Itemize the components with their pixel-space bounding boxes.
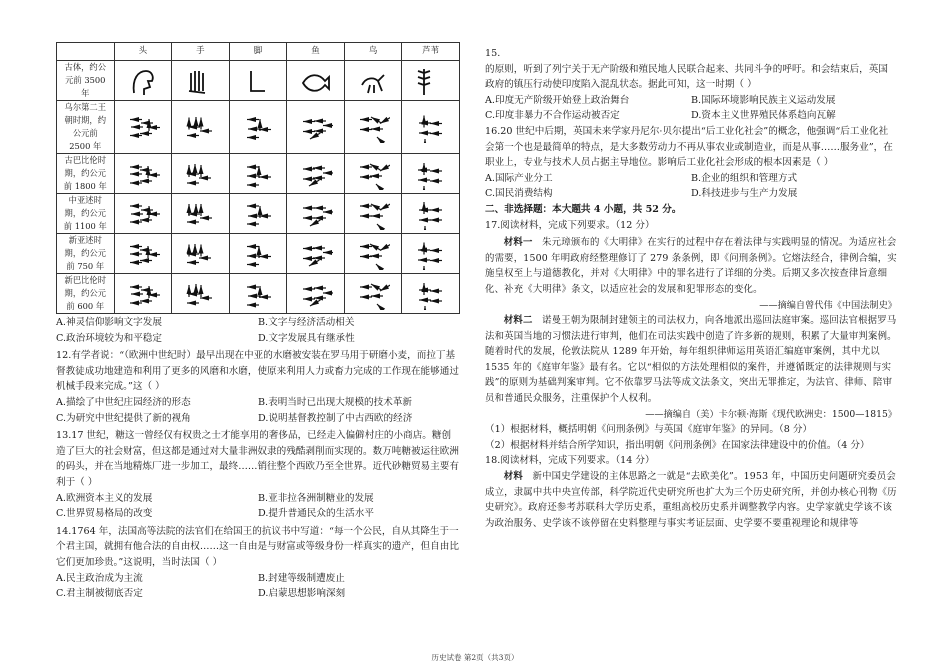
glyph-cell bbox=[402, 274, 460, 314]
q14-options bbox=[56, 571, 460, 602]
header-cell: 手 bbox=[172, 43, 230, 61]
material-2-source: ——摘编自（美）卡尔顿·海斯《现代欧洲史：1500—1815》 bbox=[645, 408, 897, 420]
glyph-cell bbox=[229, 234, 287, 274]
material-text: 诺曼王朝为限制封建领主的司法权力，向各地派出巡回法庭审案。巡回法官根据罗马法和英国当地的习惯法进行审判，他们在司法实践中创造了许多新的规则，积累了大量审判案例。随着时代的发展，伦敦法院从 1289 年开始，每年组织律师运用英语汇编庭审案例，其中尤以 1535 年的《庭审年鉴》最有名。它以“相似的方法处理相似的案件，并遵循既定的法律规则与实践”的原则为基础判案审判。它不依靠罗马法等成文法条文，突出无罪推定，为法官、律师、陪审员和普通民众服务，注重保护个人权利。 bbox=[485, 315, 897, 405]
period-cell: 古体，约公元前 3500 年 bbox=[57, 61, 115, 101]
head-glyph-icon bbox=[126, 158, 160, 190]
option: A.民主政治成为主流 bbox=[56, 572, 143, 584]
table-header-row bbox=[57, 43, 460, 61]
head-glyph-icon bbox=[126, 65, 160, 97]
option: D.提升普通民众的生活水平 bbox=[258, 508, 374, 520]
foot-glyph-icon bbox=[241, 65, 275, 97]
glyph-cell bbox=[114, 61, 172, 101]
glyph-cell bbox=[114, 154, 172, 194]
hand-glyph-icon bbox=[183, 158, 217, 190]
option: C.国民消费结构 bbox=[485, 188, 553, 200]
hand-glyph-icon bbox=[183, 198, 217, 230]
head-glyph-icon bbox=[126, 198, 160, 230]
option: B.表明当时已出现大规模的技术革新 bbox=[258, 396, 413, 408]
q15-stem: 的原则，听到了列宁关于无产阶级和殖民地人民联合起来、共同斗争的呼吁。和会结束后，英国政府的镇压行动使印度陷入混乱状态。据此可知，这一时期（ ） bbox=[485, 63, 888, 91]
option: B.国际环境影响民族主义运动发展 bbox=[691, 94, 836, 106]
reed-glyph-icon bbox=[414, 65, 448, 97]
glyph-cell bbox=[344, 234, 402, 274]
glyph-cell bbox=[229, 194, 287, 234]
glyph-cell bbox=[287, 154, 345, 194]
left-column bbox=[56, 0, 460, 602]
option: D.文字发展具有继承性 bbox=[258, 332, 355, 344]
header-cell: 脚 bbox=[229, 43, 287, 61]
glyph-cell bbox=[402, 61, 460, 101]
option: A.印度无产阶级开始登上政治舞台 bbox=[485, 94, 630, 106]
reed-glyph-icon bbox=[414, 278, 448, 310]
q14-stem: 14.1764 年，法国高等法院的法官们在给国王的抗议书中写道：“每一个公民，自从其降生于一个君主国，就拥有他合法的自由权……这一自由是与财富或等级身份一样真实的遗产，但自由比它们更加珍贵。”这说明，当时法国（ ） bbox=[56, 525, 459, 568]
q15-options bbox=[485, 93, 897, 124]
bird-glyph-icon bbox=[356, 278, 390, 310]
bird-glyph-icon bbox=[356, 65, 390, 97]
glyph-cell bbox=[172, 61, 230, 101]
option: D.科技进步与生产力发展 bbox=[691, 188, 798, 200]
fish-glyph-icon bbox=[299, 238, 333, 270]
glyph-cell bbox=[172, 274, 230, 314]
foot-glyph-icon bbox=[241, 198, 275, 230]
period-cell: 古巴比伦时期，约公元前 1800 年 bbox=[57, 154, 115, 194]
hand-glyph-icon bbox=[183, 238, 217, 270]
material-3 bbox=[485, 469, 897, 531]
option: C.印度非暴力不合作运动被否定 bbox=[485, 110, 620, 122]
glyph-cell bbox=[287, 194, 345, 234]
glyph-cell bbox=[287, 61, 345, 101]
material-label: 材料一 bbox=[503, 237, 533, 249]
glyph-cell bbox=[344, 194, 402, 234]
option: C.政治环境较为和平稳定 bbox=[56, 332, 162, 344]
table-row bbox=[57, 154, 460, 194]
header-cell: 鸟 bbox=[344, 43, 402, 61]
glyph-cell bbox=[172, 234, 230, 274]
material-label: 材料二 bbox=[503, 315, 533, 327]
glyph-cell bbox=[172, 194, 230, 234]
glyph-cell bbox=[287, 234, 345, 274]
glyph-cell bbox=[172, 101, 230, 154]
option: C.为研究中世纪提供了新的视角 bbox=[56, 412, 191, 424]
fish-glyph-icon bbox=[299, 158, 333, 190]
glyph-cell bbox=[344, 61, 402, 101]
table-row bbox=[57, 61, 460, 101]
option: B.文字与经济活动相关 bbox=[258, 317, 355, 328]
glyph-cell bbox=[344, 101, 402, 154]
bird-glyph-icon bbox=[356, 198, 390, 230]
cuneiform-table bbox=[56, 42, 460, 314]
page-footer: 历史试卷 第2页（共3页） bbox=[431, 653, 519, 662]
period-cell: 新巴比伦时期，约公元前 600 年 bbox=[57, 274, 115, 314]
table-row bbox=[57, 234, 460, 274]
bird-glyph-icon bbox=[356, 238, 390, 270]
q11-options bbox=[56, 315, 460, 346]
q13-options bbox=[56, 491, 460, 522]
reed-glyph-icon bbox=[414, 111, 448, 143]
foot-glyph-icon bbox=[241, 158, 275, 190]
hand-glyph-icon bbox=[183, 65, 217, 97]
fish-glyph-icon bbox=[299, 65, 333, 97]
header-cell: 鱼 bbox=[287, 43, 345, 61]
glyph-cell bbox=[172, 154, 230, 194]
header-cell: 头 bbox=[114, 43, 172, 61]
option: A.欧洲资本主义的发展 bbox=[56, 492, 153, 504]
option: D.说明基督教控制了中古西欧的经济 bbox=[258, 412, 413, 424]
glyph-cell bbox=[402, 234, 460, 274]
q15-number: 15. bbox=[485, 48, 501, 59]
material-label: 材料 bbox=[503, 471, 523, 483]
glyph-cell bbox=[344, 154, 402, 194]
reed-glyph-icon bbox=[414, 158, 448, 190]
bird-glyph-icon bbox=[356, 158, 390, 190]
foot-glyph-icon bbox=[241, 278, 275, 310]
glyph-cell bbox=[229, 154, 287, 194]
glyph-cell bbox=[229, 61, 287, 101]
q16-options bbox=[485, 171, 897, 202]
section-heading: 二、非选择题：本大题共 4 小题，共 52 分。 bbox=[485, 203, 682, 215]
option: A.国际产业分工 bbox=[485, 172, 553, 184]
fish-glyph-icon bbox=[299, 278, 333, 310]
head-glyph-icon bbox=[126, 278, 160, 310]
q17-sub-2: （2）根据材料并结合所学知识，指出明朝《问刑条例》在国家法律建设中的价值。（4 分） bbox=[485, 439, 870, 451]
foot-glyph-icon bbox=[241, 238, 275, 270]
bird-glyph-icon bbox=[356, 111, 390, 143]
option: B.亚非拉各洲制糖业的发展 bbox=[258, 492, 374, 504]
glyph-cell bbox=[229, 101, 287, 154]
table-row bbox=[57, 101, 460, 154]
glyph-cell bbox=[114, 101, 172, 154]
q17-heading: 17.阅读材料，完成下列要求。（12 分） bbox=[485, 219, 655, 231]
material-1 bbox=[485, 235, 897, 297]
glyph-cell bbox=[229, 274, 287, 314]
table-corner bbox=[57, 43, 115, 61]
hand-glyph-icon bbox=[183, 111, 217, 143]
q13-stem: 13.17 世纪，糖这一曾经仅有权贵之士才能享用的奢侈品，已经走入偏僻村庄的小商店。糖创造了巨大的社会财富，但这都是通过对大量非洲奴隶的残酷剥削而实现的。数万吨糖被运往欧洲的码头，并在当地精炼厂进一步加工，最终……销往整个西欧乃至全世界。近代砂糖贸易主要有利于（ ） bbox=[56, 430, 459, 488]
material-1-source: ——摘编自曾代伟《中国法制史》 bbox=[759, 299, 897, 311]
reed-glyph-icon bbox=[414, 238, 448, 270]
q18-heading: 18.阅读材料，完成下列要求。（14 分） bbox=[485, 455, 655, 467]
glyph-cell bbox=[344, 274, 402, 314]
q12-options bbox=[56, 395, 460, 426]
q17-sub-1: （1）根据材料，概括明朝《问刑条例》与英国《庭审年鉴》的异同。（8 分） bbox=[485, 424, 813, 436]
option: C.君主制被彻底否定 bbox=[56, 588, 143, 600]
glyph-cell bbox=[402, 101, 460, 154]
period-cell: 中亚述时期，约公元前 1100 年 bbox=[57, 194, 115, 234]
period-cell: 乌尔第二王朝时期，约公元前 2500 年 bbox=[57, 101, 115, 154]
option: C.世界贸易格局的改变 bbox=[56, 508, 153, 520]
foot-glyph-icon bbox=[241, 111, 275, 143]
reed-glyph-icon bbox=[414, 198, 448, 230]
hand-glyph-icon bbox=[183, 278, 217, 310]
glyph-cell bbox=[287, 101, 345, 154]
material-2 bbox=[485, 313, 897, 407]
glyph-cell bbox=[114, 194, 172, 234]
option: D.启蒙思想影响深刻 bbox=[258, 588, 346, 600]
glyph-cell bbox=[287, 274, 345, 314]
option: B.企业的组织和管理方式 bbox=[691, 172, 798, 184]
glyph-cell bbox=[114, 274, 172, 314]
material-text: 朱元璋颁布的《大明律》在实行的过程中存在着法律与实践明显的情况。为适应社会的需要，1500 年明政府经整理修订了 279 条条例，即《问刑条例》。它熔法经合，律例合编，实施皇权至上与道德教化，并对《大明律》中的罪名进行了详细的分类。后期又多次按查律旨意细化、补充《大明律》条文，以适应社会的发展和犯罪形态的变化。 bbox=[485, 237, 897, 295]
glyph-cell bbox=[402, 194, 460, 234]
fish-glyph-icon bbox=[299, 111, 333, 143]
glyph-cell bbox=[114, 234, 172, 274]
option: A.描绘了中世纪庄园经济的形态 bbox=[56, 396, 191, 408]
head-glyph-icon bbox=[126, 238, 160, 270]
q12-stem: 12.有学者说：“（欧洲中世纪时）最早出现在中亚的水磨被安装在罗马用于研磨小麦，而拉丁基督教徒成功地建造和利用了更多的风磨和水磨，使原来利用人力或畜力完成的工作现在能够通过机械手段来完成。”这（ ） bbox=[56, 350, 459, 393]
table-row bbox=[57, 274, 460, 314]
material-text: 新中国史学建设的主体思路之一就是“去欧美化”。1953 年，中国历史问题研究委员会成立，隶属中共中央宣传部，科学院近代史研究所也扩大为三个历史研究所，并创办核心刊物《历史研究》。政府还参考苏联科大学历史系，重组高校历史系并调整教学内容。史学家就史学该不该为政治服务、史学该不该停留在史料整理与事实考证层面、史学要不要重视理论和规律等 bbox=[485, 471, 897, 529]
fish-glyph-icon bbox=[299, 198, 333, 230]
option: D.资本主义世界殖民体系趋向瓦解 bbox=[691, 110, 836, 122]
option: A.神灵信仰影响文字发展 bbox=[56, 317, 162, 328]
period-cell: 新亚述时期，约公元前 750 年 bbox=[57, 234, 115, 274]
q16-stem: 16.20 世纪中后期，英国未来学家丹尼尔·贝尔提出“后工业化社会”的概念，他强调“后工业化社会第一个也是最简单的特点，是大多数劳动力不再从事农业或制造业，而是从事……服务业”，在职业上，专业与技术人员占据主导地位。影响后工业化社会形成的根本因素是（ ） bbox=[485, 125, 893, 169]
glyph-cell bbox=[402, 154, 460, 194]
table-row bbox=[57, 194, 460, 234]
option: B.封建等级制遭废止 bbox=[258, 572, 345, 584]
right-column bbox=[485, 0, 897, 531]
head-glyph-icon bbox=[126, 111, 160, 143]
header-cell: 芦苇 bbox=[402, 43, 460, 61]
